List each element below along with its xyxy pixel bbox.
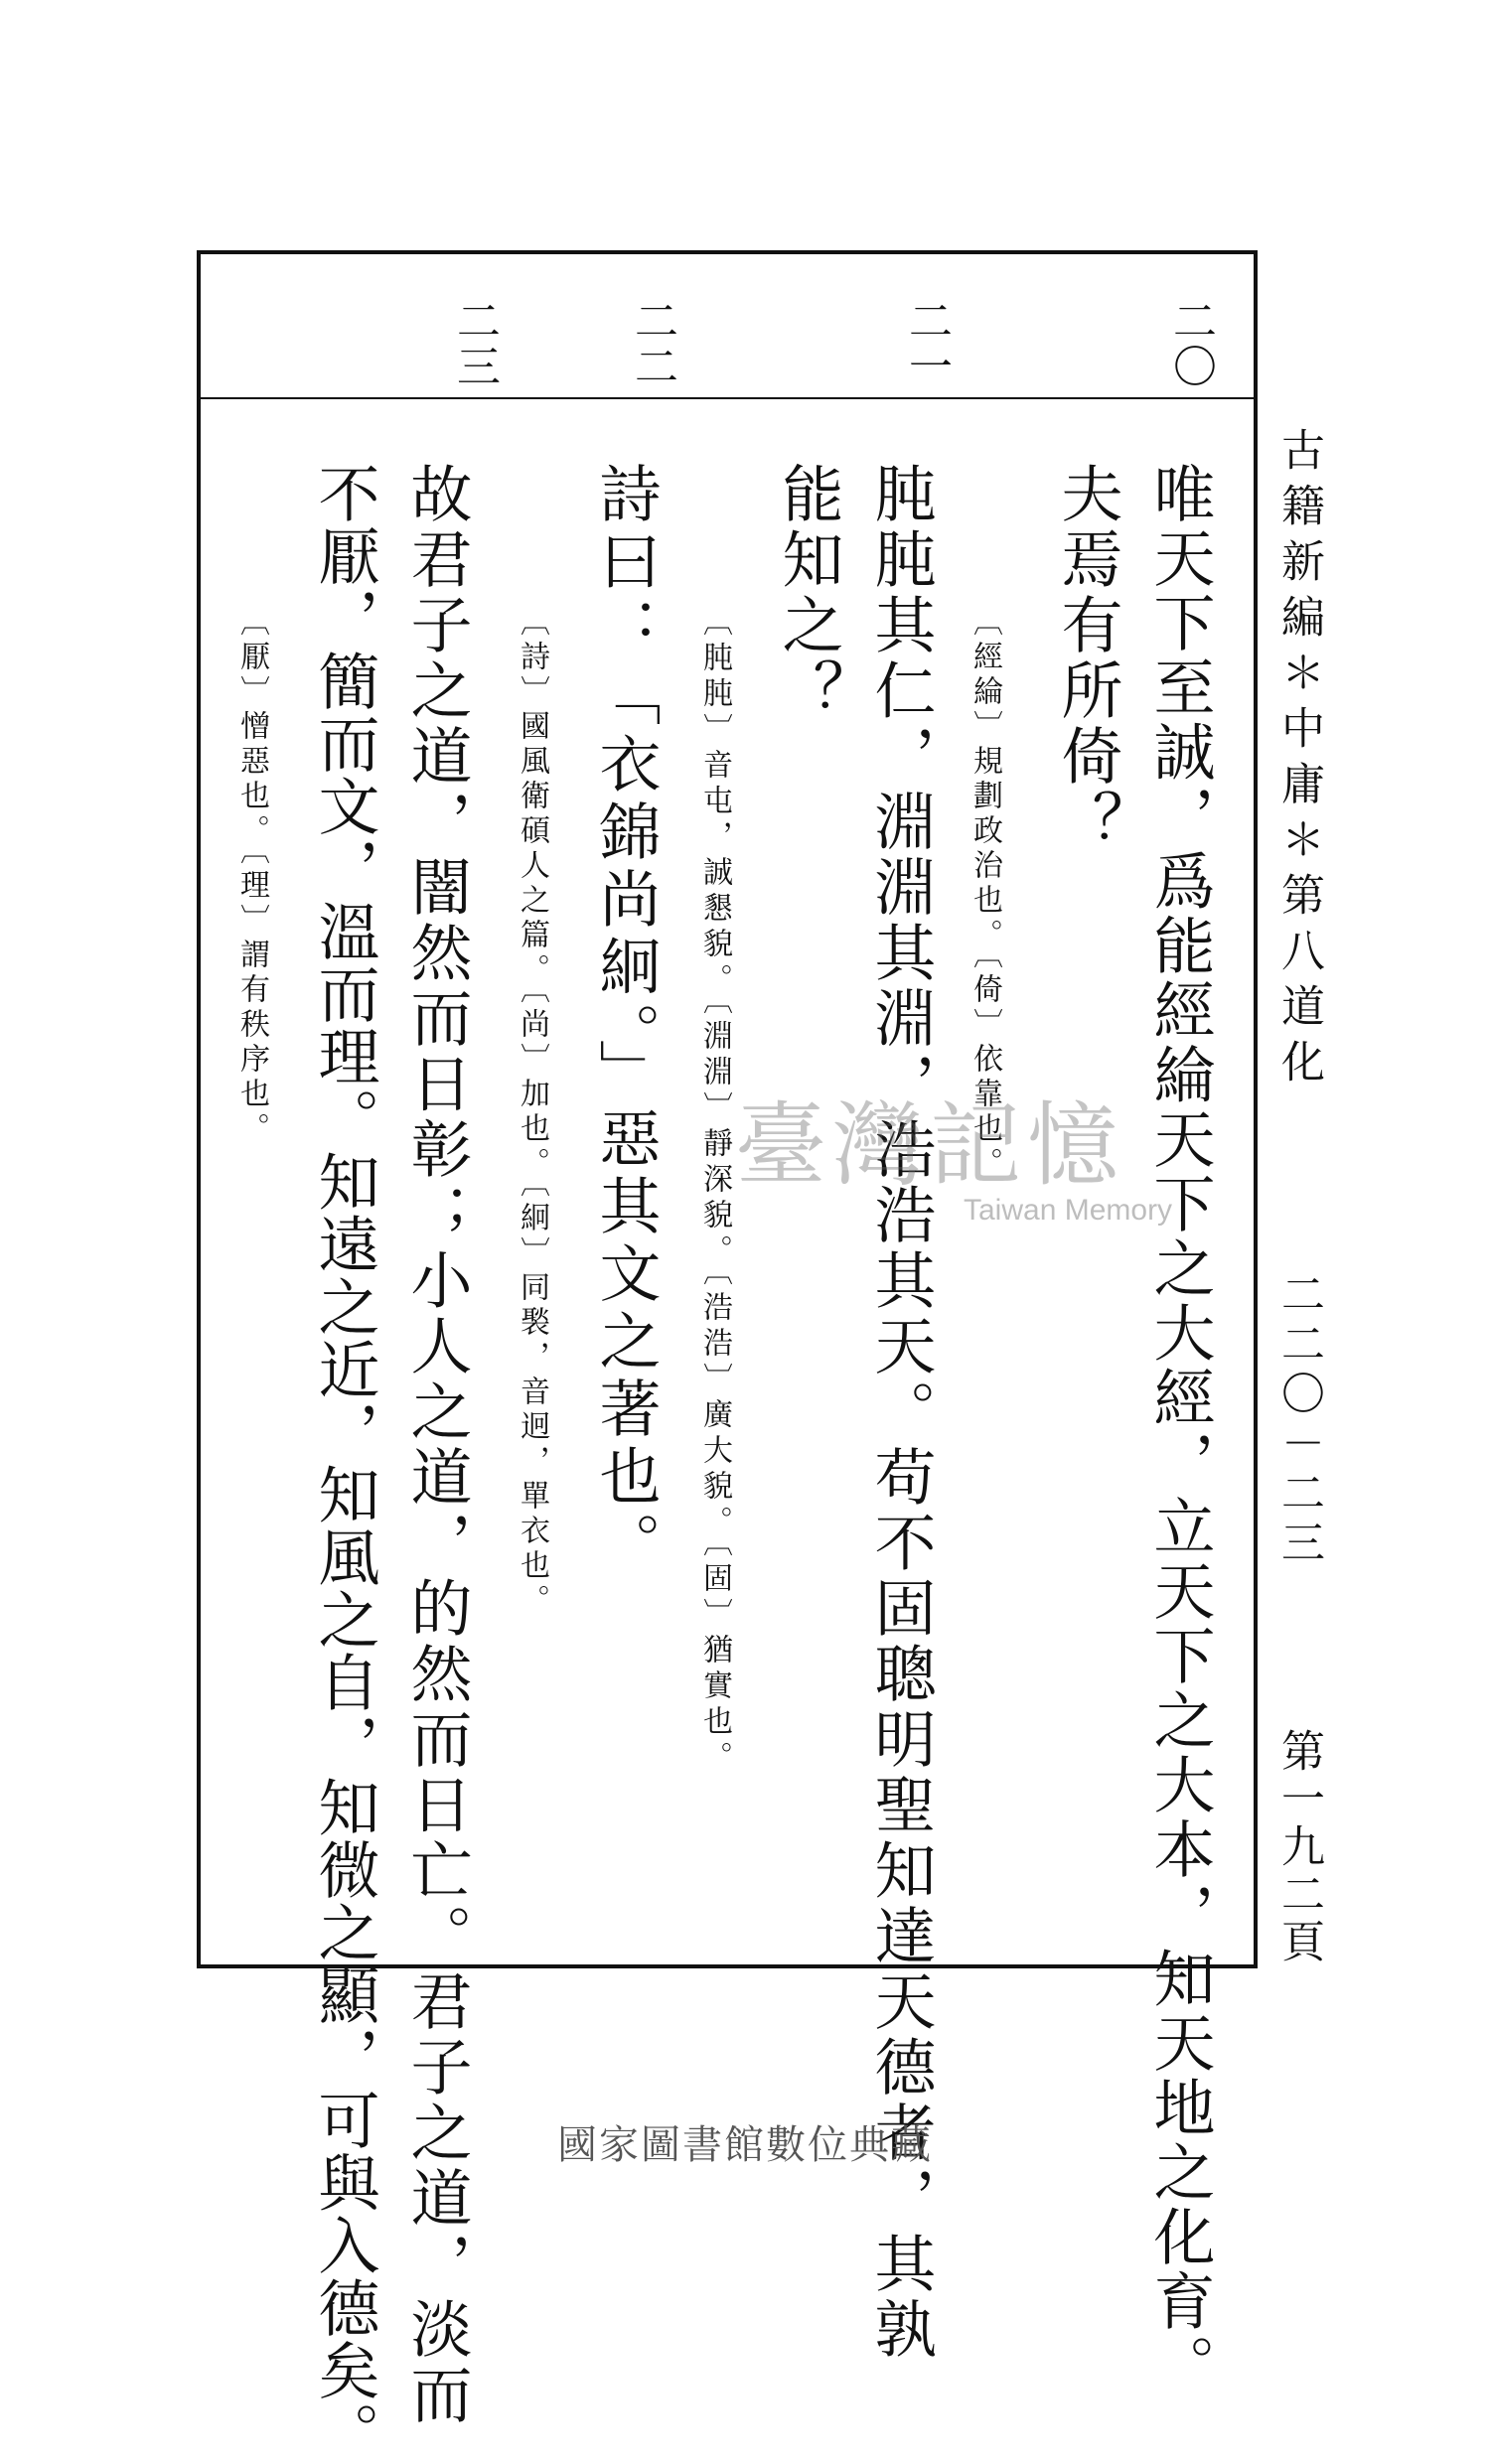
section-21-line-2: 能知之？: [772, 462, 844, 724]
watermark-text-en: Taiwan Memory: [964, 1194, 1173, 1227]
page-number: 第一九二頁: [1273, 1728, 1324, 1966]
watermark-logo: [735, 1073, 1202, 1241]
section-20-note: 〔經綸〕規劃政治也。〔倚〕依靠也。: [968, 606, 1002, 1182]
section-23-line-2: 不厭，簡而文，溫而理。知遠之近，知風之自，知微之顯，可與入德矣。: [308, 462, 380, 2464]
section-22-line-1: 詩曰：「衣錦尚絅。」惡其文之著也。: [589, 462, 662, 1579]
section-23-line-1: 故君子之道，闇然而日彰；小人之道，的然而日亡。君子之道，淡而: [400, 462, 473, 2428]
section-21-line-1: 肫肫其仁，淵淵其淵，浩浩其天。苟不固聰明聖知達天德者，其孰: [864, 462, 937, 2363]
page-range: 二二〇－二三: [1273, 1271, 1324, 1569]
section-number-21: 二一: [901, 298, 952, 389]
section-23-note: 〔厭〕憎惡也。〔理〕謂有秩序也。: [234, 606, 269, 1147]
section-22-note: 〔詩〕國風衛碩人之篇。〔尚〕加也。〔絅〕同褧，音迥，單衣也。: [515, 606, 549, 1619]
section-20-line-2: 夫焉有所倚？: [1051, 462, 1123, 855]
watermark-text: 臺灣記憶: [735, 1092, 1125, 1199]
section-20-line-1: 唯天下至誠，爲能經綸天下之大經，立天下之大本，知天地之化育。: [1143, 462, 1216, 2398]
frame-header-rule: [197, 397, 1258, 399]
section-number-20: 二〇: [1165, 298, 1216, 389]
footer-credit: 國家圖書館數位典藏: [557, 2122, 933, 2168]
section-21-note: 〔肫肫〕音屯，誠懇貌。〔淵淵〕靜深貌。〔浩浩〕廣大貌。〔固〕猶實也。: [697, 606, 732, 1777]
section-number-23: 二三: [449, 298, 500, 389]
section-number-22: 二二: [627, 298, 677, 389]
book-title-header: 古籍新編＊中庸＊第八道化: [1273, 427, 1324, 1094]
